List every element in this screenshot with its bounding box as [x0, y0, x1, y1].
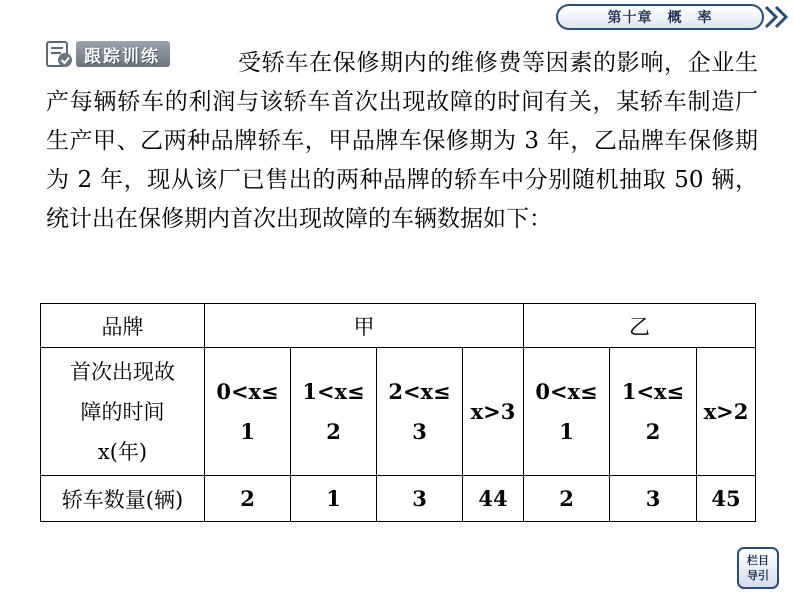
chapter-tab	[556, 4, 764, 30]
double-chevron-right-icon	[760, 4, 794, 30]
time-header-line: x(年)	[97, 439, 148, 464]
time-header-line: 障的时间	[80, 399, 165, 424]
section-nav-button[interactable]	[737, 547, 779, 589]
condition-cell: 0<x≤ 1	[205, 348, 291, 476]
count-cell: 45	[697, 476, 756, 522]
time-header-cell	[41, 348, 205, 476]
brand-header-cell: 品牌	[41, 304, 205, 348]
count-cell: 2	[524, 476, 610, 522]
time-header-line: 首次出现故	[70, 359, 175, 384]
nav-button-line: 导引	[747, 569, 769, 582]
count-cell: 3	[610, 476, 697, 522]
problem-text: 受轿车在保修期内的维修费等因素的影响，企业生产每辆轿车的利润与该轿车首次出现故障的时间有关，某轿车制造厂生产甲、乙两种品牌轿车，甲品牌车保修期为 3 年，乙品牌车保修期为 2 年，现从该厂已售出的两种品牌的轿车中分别随机抽取 50 辆，统计出在保修期内首次出现故障的车辆数据如下：	[46, 50, 758, 232]
count-cell: 2	[205, 476, 291, 522]
condition-cell: x>2	[697, 348, 756, 476]
table-row	[41, 476, 756, 522]
condition-cell: 2<x≤ 3	[377, 348, 463, 476]
condition-cell: x>3	[463, 348, 524, 476]
brand-b-cell: 乙	[524, 304, 756, 348]
condition-cell: 0<x≤ 1	[524, 348, 610, 476]
chapter-label: 第十章 概 率	[607, 10, 713, 26]
data-table	[40, 303, 756, 522]
count-header-cell: 轿车数量(辆)	[41, 476, 205, 522]
condition-cell: 1<x≤ 2	[291, 348, 377, 476]
brand-a-cell: 甲	[205, 304, 524, 348]
badge-label: 跟踪训练	[76, 41, 170, 67]
table-row	[41, 304, 756, 348]
count-cell: 1	[291, 476, 377, 522]
count-cell: 44	[463, 476, 524, 522]
count-cell: 3	[377, 476, 463, 522]
condition-cell: 1<x≤ 2	[610, 348, 697, 476]
nav-button-line: 栏目	[747, 554, 769, 567]
table-row	[41, 348, 756, 476]
